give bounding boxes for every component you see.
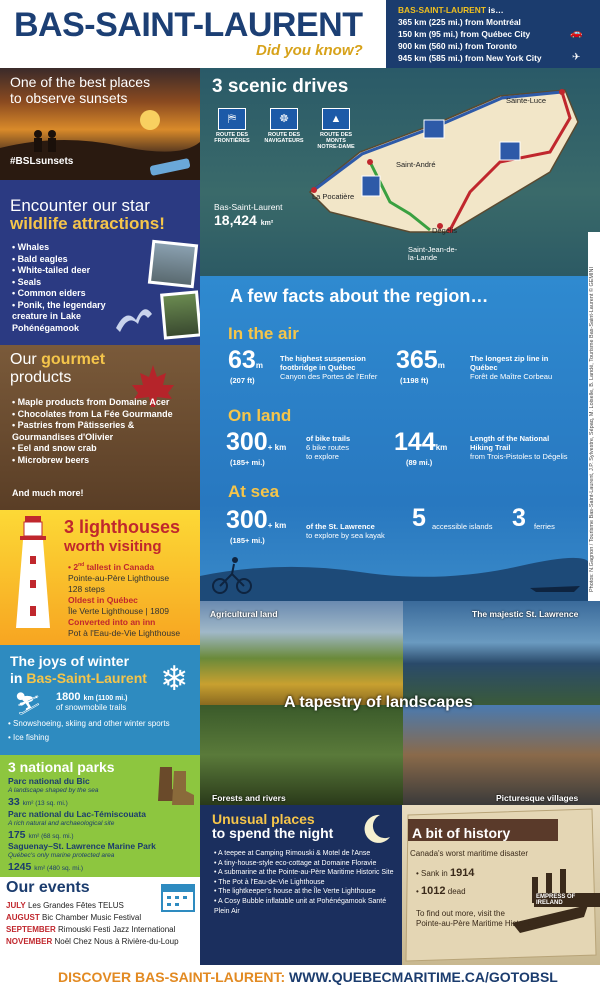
fact-desc: Length of the National Hiking Trail from Trois-Pistoles to Dégelis (470, 434, 568, 461)
fact-desc: of the St. Lawrence to explore by sea kayak (306, 522, 385, 540)
route-label: ROUTE DES NAVIGATEURS (264, 132, 304, 144)
town-label: Saint-Jean-de-la-Lande (408, 245, 458, 262)
facts-panel (200, 276, 588, 601)
ship-wheel-icon: ☸ (279, 113, 289, 125)
ship-name: EMPRESS OF IRELAND (534, 893, 600, 907)
list-item: • Bald eagles (12, 254, 137, 266)
unusual-stays-panel (200, 805, 402, 965)
gourmet-list (12, 397, 197, 466)
list-item: • A tiny-house-style eco-cottage at Domaine Floravie (214, 859, 398, 869)
park-3-area: 1245 km² (480 sq. mi.) (8, 861, 84, 873)
on-land-heading: On land (228, 406, 292, 425)
fact-desc: The longest zip line in Québec Forêt de Maître Corbeau (470, 354, 553, 381)
events-heading: Our events (6, 879, 90, 896)
winter-heading-2: in Bas-Saint-Laurent (10, 670, 147, 686)
list-item: • Seals (12, 277, 137, 289)
distance-quebec: 150 km (95 mi.) from Québec City (398, 29, 531, 39)
gourmet-heading-2: products (10, 369, 72, 386)
mountain-icon: ▲ (330, 113, 342, 125)
list-item: • The lightkeeper's house at the Île Verte Lighthouse (214, 887, 398, 897)
park-2-name: Parc national du Lac-Témiscouata (8, 809, 146, 819)
list-item: • A submarine at the Pointe-au-Père Maritime Historic Site (214, 868, 398, 878)
route-sign (270, 108, 298, 130)
winter-km: 1800 km (1100 mi.) (56, 691, 128, 703)
park-1-area: 33 km² (13 sq. mi.) (8, 796, 68, 808)
seal-photo (148, 240, 198, 289)
park-1-name: Parc national du Bic (8, 776, 90, 786)
fact-sub: (89 mi.) (406, 458, 433, 467)
fact-desc: accessible islands (432, 522, 493, 531)
lighthouse-1-steps: 128 steps (68, 584, 105, 594)
distances-intro: BAS-SAINT-LAURENT is… (398, 5, 504, 15)
lighthouses-heading-2: worth visiting (64, 538, 162, 555)
wildlife-heading-em: wildlife attractions! (10, 214, 165, 233)
distance-newyork: 945 km (585 mi.) from New York City (398, 53, 542, 63)
winter-trails: of snowmobile trails (56, 703, 127, 712)
list-item: • Chocolates from La Fée Gourmande (12, 409, 197, 421)
lighthouses-panel (0, 510, 200, 645)
wildlife-panel (0, 180, 200, 345)
fact-number: 300+ km (226, 506, 287, 534)
scenic-drives-panel (200, 68, 600, 276)
drives-heading: 3 scenic drives (212, 76, 349, 97)
unusual-list (214, 849, 398, 916)
car-icon: 🚗 (570, 28, 583, 39)
fact-number: 365m (396, 346, 445, 374)
snowmobile-icon: ⛷ (14, 691, 42, 716)
in-the-air-heading: In the air (228, 324, 299, 343)
route-label: ROUTE DES FRONTIÈRES (214, 132, 250, 144)
photo-credits: Photos: N.Gagnon / Tourisme Bas-Saint-Laurent, J.P. Sylvestre, Sépaq, M. Loiselle, B. Landé, Tourisme Bas-Saint-Laurent © GEMINI (588, 232, 600, 602)
list-item: • The Pot à l'Eau-de-Vie Lighthouse (214, 878, 398, 888)
unusual-heading: Unusual places (212, 811, 315, 827)
history-heading: A bit of history (412, 825, 511, 841)
village-photo (403, 705, 600, 805)
gourmet-more: And much more! (12, 488, 84, 498)
history-more-2: Pointe-au-Père Maritime Historic Site (416, 919, 548, 928)
lighthouse-2-label: Oldest in Québec (68, 595, 138, 605)
list-item: • Common eiders (12, 288, 137, 300)
town-label: Sainte-Luce (506, 96, 547, 105)
wildlife-heading: Encounter our star (10, 196, 150, 215)
park-3-name: Saguenay–St. Lawrence Marine Park (8, 841, 156, 851)
lighthouse-2-name: Île Verte Lighthouse | 1809 (68, 606, 169, 616)
winter-panel (0, 645, 200, 755)
fact-number: 63m (228, 346, 263, 374)
event-item: NOVEMBER Noël Chez Nous à Rivière-du-Loup (6, 937, 179, 946)
lighthouse-3-label: Converted into an inn (68, 617, 156, 627)
eagle-photo (160, 290, 202, 339)
unusual-heading-2: to spend the night (212, 825, 334, 841)
footer-cta: DISCOVER BAS-SAINT-LAURENT: WWW.QUEBECMARITIME.CA/GOTOBSL (58, 969, 558, 985)
history-more-1: To find out more, visit the (416, 909, 505, 918)
list-item: • Eel and snow crab (12, 443, 197, 455)
park-2-area: 175 km² (68 sq. mi.) (8, 829, 74, 841)
list-item: • A teepee at Camping Rimouski & Motel de l'Anse (214, 849, 398, 859)
lighthouses-heading: 3 lighthouses (64, 517, 181, 537)
list-item: • Ponik, the legendary creature in Lake Pohénégamook (12, 300, 137, 335)
lighthouse-icon (10, 516, 56, 634)
sunset-panel (0, 68, 200, 180)
plane-icon: ✈ (572, 52, 581, 63)
list-item: • Ice fishing (8, 733, 50, 742)
park-1-desc: A landscape shaped by the sea (8, 787, 99, 794)
area-value: 18,424 km² (214, 212, 274, 228)
parks-panel (0, 755, 200, 877)
cyclist-kayak-silhouette (200, 546, 588, 601)
history-dead: • 1012 dead (416, 885, 466, 897)
photo-label: The majestic St. Lawrence (472, 609, 579, 619)
winter-heading: The joys of winter (10, 653, 130, 669)
header (0, 0, 600, 68)
landscapes-panel (200, 601, 600, 805)
photo-label: Forests and rivers (212, 793, 286, 803)
snowflake-icon: ❄ (160, 660, 189, 698)
list-item: • A Cosy Bubble inflatable unit at Pohénégamook Santé Plein Air (214, 897, 398, 916)
calendar-icon (160, 879, 196, 913)
history-panel (402, 805, 600, 965)
fact-number: 5 (412, 504, 426, 532)
photo-label: Picturesque villages (496, 793, 579, 803)
gourmet-heading: Our gourmet (10, 351, 106, 368)
list-item: • White-tailed deer (12, 265, 137, 277)
event-item: AUGUST Bic Chamber Music Festival (6, 913, 142, 922)
fact-number: 144km (394, 428, 448, 456)
lighthouse-1-name: Pointe-au-Père Lighthouse (68, 573, 170, 583)
list-item: • Microbrew beers (12, 455, 197, 467)
facts-heading: A few facts about the region… (230, 286, 489, 306)
fact-desc: The highest suspension footbridge in Québec Canyon des Portes de l'Enfer (280, 354, 378, 381)
forest-photo (200, 705, 403, 805)
footer-link[interactable]: WWW.QUEBECMARITIME.CA/GOTOBSL (289, 969, 558, 985)
hiking-boots-icon (154, 763, 196, 807)
history-sank: • Sank in 1914 (416, 867, 475, 879)
route-label: ROUTE DES MONTS NOTRE-DAME (317, 132, 355, 150)
fact-sub: (185+ mi.) (230, 536, 265, 545)
town-label: Saint-André (396, 160, 436, 169)
distances-panel (386, 0, 600, 68)
list-item: • Pastries from Pâtisseries & Gourmandises d'Olivier (12, 420, 197, 443)
lighthouse-1-label: • 2nd tallest in Canada (68, 562, 155, 572)
page-subtitle: Did you know? (256, 42, 363, 59)
area-label: Bas-Saint-Laurent (214, 202, 283, 212)
parks-heading: 3 national parks (8, 759, 115, 775)
park-3-desc: Québec's only marine protected area (8, 852, 115, 859)
gourmet-panel (0, 345, 200, 510)
photo-label: Agricultural land (210, 609, 278, 619)
sunset-heading: One of the best places to observe sunsets (10, 74, 151, 106)
park-2-desc: A rich natural and archaeological site (8, 820, 115, 827)
spyglass-icon (148, 156, 196, 178)
sea-monster-icon (112, 298, 156, 338)
distance-toronto: 900 km (560 mi.) from Toronto (398, 41, 517, 51)
sunset-hashtag: #BSLsunsets (10, 156, 74, 167)
town-label: Dégelis (432, 226, 458, 235)
list-item: • Maple products from Domaine Acer (12, 397, 197, 409)
events-panel (0, 877, 200, 965)
fact-sub: (185+ mi.) (230, 458, 265, 467)
at-sea-heading: At sea (228, 482, 280, 501)
fact-sub: (207 ft) (230, 376, 255, 385)
page-title: BAS-SAINT-LAURENT (14, 6, 363, 44)
fact-desc: of bike trails 6 bike routes to explore (306, 434, 351, 461)
fact-sub: (1198 ft) (400, 376, 429, 385)
footer (0, 965, 600, 990)
road-sign-icon: ⛿ (228, 113, 236, 125)
lighthouse-3-name: Pot à l'Eau-de-Vie Lighthouse (68, 628, 181, 638)
fact-desc: ferries (534, 522, 555, 531)
event-item: JULY Les Grandes Fêtes TELUS (6, 901, 124, 910)
distance-montreal: 365 km (225 mi.) from Montréal (398, 17, 521, 27)
list-item: • Snowshoeing, skiing and other winter sports (8, 719, 170, 728)
moon-icon (358, 811, 394, 847)
list-item: • Whales (12, 242, 137, 254)
fact-number: 300+ km (226, 428, 287, 456)
history-line: Canada's worst maritime disaster (410, 849, 529, 858)
route-sign (218, 108, 246, 130)
fact-number: 3 (512, 504, 526, 532)
town-label: La Pocatière (312, 192, 355, 201)
landscapes-heading: A tapestry of landscapes (284, 694, 473, 711)
event-item: SEPTEMBER Rimouski Festi Jazz International (6, 925, 176, 934)
